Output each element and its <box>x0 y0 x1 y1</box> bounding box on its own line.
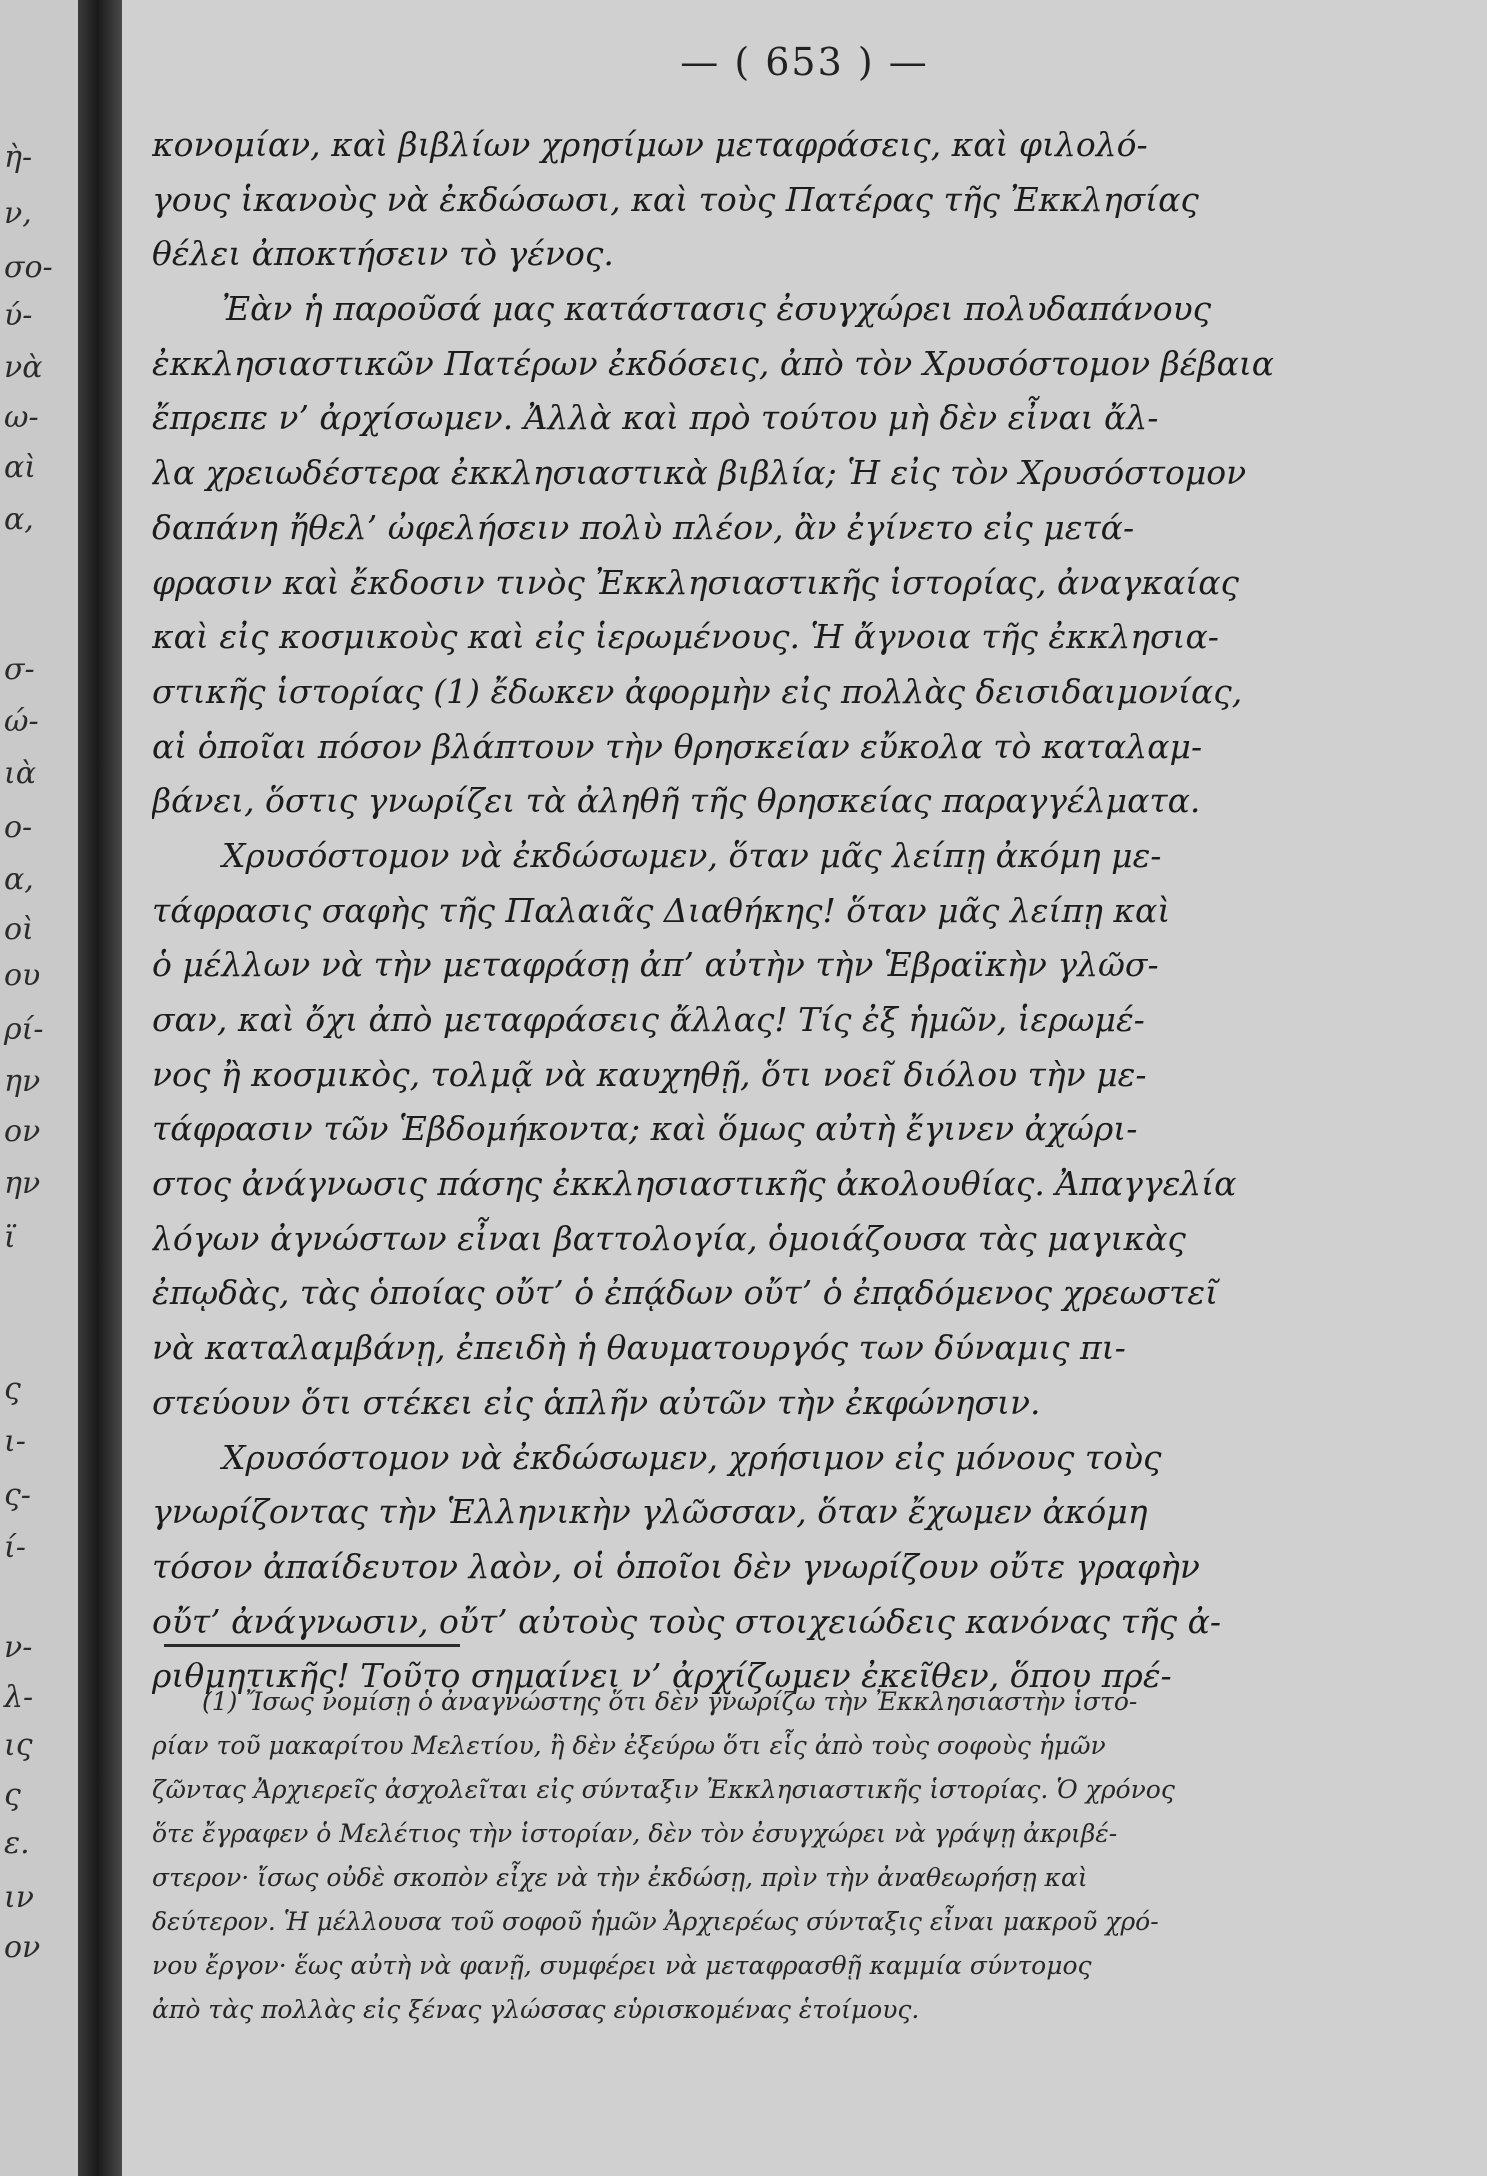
margin-fragment: ην <box>4 1064 41 1099</box>
footnote-line: στερον· ἴσως οὐδὲ σκοπὸν εἶχε νὰ τὴν ἐκδώσῃ, πρὶν τὴν ἀναθεωρήσῃ καὶ <box>152 1863 1088 1892</box>
margin-fragment: ύ- <box>4 298 33 333</box>
book-page <box>122 0 1487 2176</box>
margin-fragment: ην <box>4 1166 41 1201</box>
text-line: ἔπρεπε ν’ ἀρχίσωμεν. Ἀλλὰ καὶ πρὸ τούτου μὴ δὲν εἶναι ἄλ- <box>152 398 1159 438</box>
page-number: — ( 653 ) — <box>680 40 929 84</box>
margin-fragment: οὶ <box>4 912 34 947</box>
margin-fragment: ις <box>4 1728 33 1763</box>
margin-fragment: ν, <box>4 196 32 231</box>
text-line: δαπάνη ἤθελ’ ὠφελήσειν πολὺ πλέον, ἂν ἐγίνετο εἰς μετά- <box>152 507 1135 547</box>
margin-fragment: α, <box>4 862 34 897</box>
margin-fragment: ιν <box>4 1880 34 1915</box>
margin-fragment: ς <box>4 1372 21 1407</box>
footnote-line: νου ἔργον· ἕως αὐτὴ νὰ φανῇ, συμφέρει νὰ μεταφρασθῇ καμμία σύντομος <box>152 1951 1092 1980</box>
margin-fragment: ν- <box>4 1630 33 1665</box>
margin-fragment: ώ- <box>4 704 39 739</box>
left-page-edge <box>0 0 78 2176</box>
margin-fragment: ς- <box>4 1478 31 1513</box>
margin-fragment: ὴ- <box>4 140 33 175</box>
footnote-divider <box>164 1644 460 1647</box>
margin-fragment: σο- <box>4 250 53 285</box>
margin-fragment: ρί- <box>4 1012 44 1047</box>
footnote-line: (1) Ἴσως νομίσῃ ὁ ἀναγνώστης ὅτι δὲν γνωρίζω τὴν Ἐκκλησιαστὴν ἱστο- <box>202 1687 1138 1716</box>
text-line: τάφρασιν τῶν Ἑβδομήκοντα; καὶ ὅμως αὐτὴ ἔγινεν ἀχώρι- <box>152 1109 1138 1149</box>
main-text <box>152 118 1292 1704</box>
text-line: λόγων ἀγνώστων εἶναι βαττολογία, ὁμοιάζουσα τὰς μαγικὰς <box>152 1218 1186 1258</box>
text-line: νὰ καταλαμβάνῃ, ἐπειδὴ ἡ θαυματουργός των δύναμις πι- <box>152 1328 1126 1368</box>
footnote-line: δεύτερον. Ἡ μέλλουσα τοῦ σοφοῦ ἡμῶν Ἀρχιερέως σύνταξις εἶναι μακροῦ χρό- <box>152 1907 1159 1936</box>
margin-fragment: ε. <box>4 1826 30 1861</box>
text-line: στος ἀνάγνωσις πάσης ἐκκλησιαστικῆς ἀκολουθίας. Ἀπαγγελία <box>152 1164 1237 1204</box>
margin-fragment: ι- <box>4 1424 26 1459</box>
text-line: ἐκκλησιαστικῶν Πατέρων ἐκδόσεις, ἀπὸ τὸν Χρυσόστομον βέβαια <box>152 343 1275 383</box>
text-line: γνωρίζοντας τὴν Ἑλληνικὴν γλῶσσαν, ὅταν ἔχωμεν ἀκόμη <box>152 1492 1148 1532</box>
text-line: ριθμητικῆς! Τοῦτο σημαίνει ν’ ἀρχίζωμεν ἐκεῖθεν, ὅπου πρέ- <box>152 1656 1172 1696</box>
book-gutter <box>78 0 122 2176</box>
margin-fragment: ιὰ <box>4 756 37 791</box>
text-line: Χρυσόστομον νὰ ἐκδώσωμεν, ὅταν μᾶς λείπῃ ἀκόμη με- <box>222 835 1162 875</box>
margin-fragment: αὶ <box>4 450 37 485</box>
text-line: καὶ εἰς κοσμικοὺς καὶ εἰς ἱερωμένους. Ἡ ἄγνοια τῆς ἐκκλησια- <box>152 617 1219 657</box>
footnote-line: ὅτε ἔγραφεν ὁ Μελέτιος τὴν ἱστορίαν, δὲν τὸν ἐσυγχώρει νὰ γράψῃ ἀκριβέ- <box>152 1819 1118 1848</box>
margin-fragment: ω- <box>4 400 39 435</box>
text-line: αἱ ὁποῖαι πόσον βλάπτουν τὴν θρησκείαν εὔκολα τὸ καταλαμ- <box>152 726 1203 766</box>
margin-fragment: ον <box>4 1114 41 1149</box>
margin-fragment: νὰ <box>4 350 43 385</box>
footnote <box>152 1680 1302 2032</box>
text-line: στικῆς ἱστορίας (1) ἔδωκεν ἀφορμὴν εἰς πολλὰς δεισιδαιμονίας, <box>152 671 1243 711</box>
text-line: γους ἱκανοὺς νὰ ἐκδώσωσι, καὶ τοὺς Πατέρας τῆς Ἐκκλησίας <box>152 179 1199 219</box>
text-line: κονομίαν, καὶ βιβλίων χρησίμων μεταφράσεις, καὶ φιλολό- <box>152 125 1148 164</box>
margin-fragment: ο- <box>4 810 33 845</box>
margin-fragment: ϊ <box>4 1220 16 1255</box>
text-line: Ἐὰν ἡ παροῦσά μας κατάστασις ἐσυγχώρει πολυδαπάνους <box>222 289 1212 329</box>
text-line: Χρυσόστομον νὰ ἐκδώσωμεν, χρήσιμον εἰς μόνους τοὺς <box>222 1437 1162 1477</box>
margin-fragment: ς <box>4 1778 21 1813</box>
text-line: βάνει, ὅστις γνωρίζει τὰ ἀληθῆ τῆς θρησκείας παραγγέλματα. <box>152 781 1201 821</box>
margin-fragment: σ- <box>4 652 35 687</box>
footnote-line: ἀπὸ τὰς πολλὰς εἰς ξένας γλώσσας εὑρισκομένας ἑτοίμους. <box>152 1995 920 2024</box>
margin-fragment: ί- <box>4 1530 26 1565</box>
text-line: ὁ μέλλων νὰ τὴν μεταφράσῃ ἀπ’ αὐτὴν τὴν Ἑβραϊκὴν γλῶσ- <box>152 945 1159 985</box>
footnote-line: ρίαν τοῦ μακαρίτου Μελετίου, ἢ δὲν ἐξεύρω ὅτι εἷς ἀπὸ τοὺς σοφοὺς ἡμῶν <box>152 1731 1106 1760</box>
margin-fragment: λ- <box>4 1680 34 1715</box>
text-line: θέλει ἀποκτήσειν τὸ γένος. <box>152 234 614 274</box>
text-line: λα χρειωδέστερα ἐκκλησιαστικὰ βιβλία; Ἡ εἰς τὸν Χρυσόστομον <box>152 453 1247 493</box>
margin-fragment: α, <box>4 502 34 537</box>
margin-fragment: ου <box>4 958 41 993</box>
text-line: τόσον ἀπαίδευτον λαὸν, οἱ ὁποῖοι δὲν γνωρίζουν οὔτε γραφὴν <box>152 1546 1200 1586</box>
text-line: ἐπῳδὰς, τὰς ὁποίας οὔτ’ ὁ ἐπᾴδων οὔτ’ ὁ ἐπᾳδόμενος χρεωστεῖ <box>152 1273 1219 1313</box>
text-line: σαν, καὶ ὄχι ἀπὸ μεταφράσεις ἄλλας! Τίς ἐξ ἡμῶν, ἱερωμέ- <box>152 1000 1145 1039</box>
text-line: τάφρασις σαφὴς τῆς Παλαιᾶς Διαθήκης! ὅταν μᾶς λείπῃ καὶ <box>152 890 1171 930</box>
text-line: φρασιν καὶ ἔκδοσιν τινὸς Ἐκκλησιαστικῆς ἱστορίας, ἀναγκαίας <box>152 562 1239 602</box>
text-line: στεύουν ὅτι στέκει εἰς ἁπλῆν αὐτῶν τὴν ἐκφώνησιν. <box>152 1382 1041 1422</box>
margin-fragment: ον <box>4 1930 41 1965</box>
text-line: νος ἢ κοσμικὸς, τολμᾷ νὰ καυχηθῇ, ὅτι νοεῖ διόλου τὴν με- <box>152 1054 1147 1094</box>
footnote-line: ζῶντας Ἀρχιερεῖς ἀσχολεῖται εἰς σύνταξιν Ἐκκλησιαστικῆς ἱστορίας. Ὁ χρόνος <box>152 1775 1175 1804</box>
text-line: οὔτ’ ἀνάγνωσιν, οὔτ’ αὐτοὺς τοὺς στοιχειώδεις κανόνας τῆς ἀ- <box>152 1601 1222 1641</box>
